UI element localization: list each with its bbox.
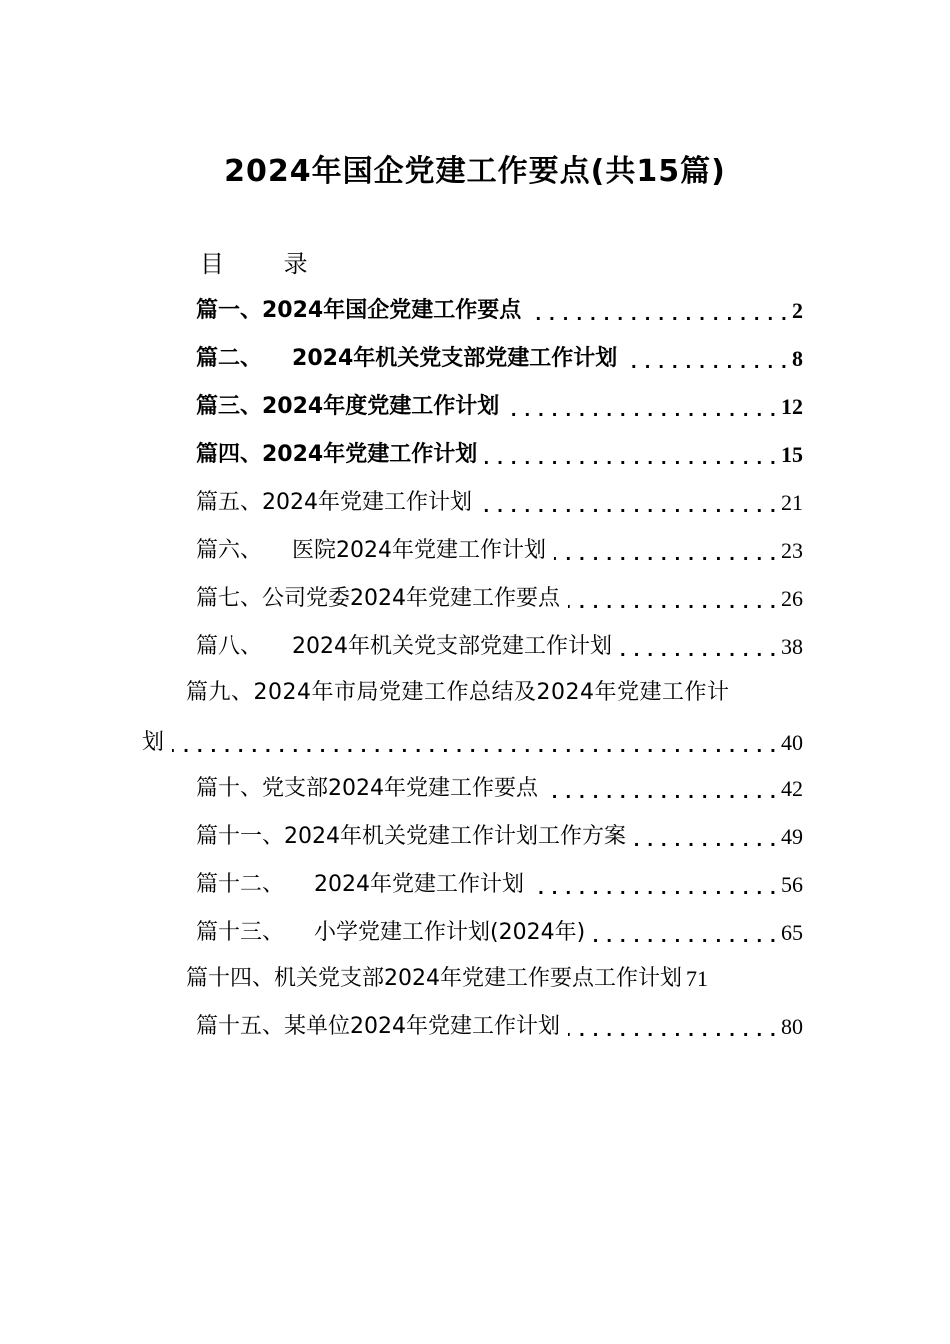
toc-entry-label-wrap	[196, 870, 524, 900]
toc-page-number: 49	[781, 824, 803, 849]
toc-entry-14[interactable]	[186, 960, 806, 994]
toc-entry-label: 篇五、2024年党建工作计划	[196, 490, 472, 515]
toc-page-number: 71	[686, 966, 708, 991]
toc-entry-9-line1[interactable]: 篇九、2024年市局党建工作总结及2024年党建工作计	[186, 680, 730, 705]
toc-entry-label-wrap	[196, 918, 585, 948]
toc-page-number: 12	[781, 394, 803, 419]
toc-entry-label: 篇四、2024年党建工作计划	[196, 442, 478, 467]
toc-leader-dots	[529, 296, 788, 326]
toc-entry-label: 篇三、2024年度党建工作计划	[196, 394, 500, 419]
toc-entry-number: 篇八、	[196, 634, 263, 659]
toc-leader-dots	[532, 870, 777, 900]
toc-page-number: 38	[781, 634, 803, 659]
toc-entry-6[interactable]	[196, 532, 803, 566]
toc-entry-4[interactable]	[196, 436, 803, 470]
toc-entry-label: 医院2024年党建工作计划	[292, 538, 547, 563]
toc-entry-label: 2024年机关党支部党建工作计划	[292, 346, 618, 371]
toc-leader-dots	[172, 728, 777, 758]
toc-entry-2[interactable]	[196, 340, 803, 374]
toc-page-number: 2	[792, 298, 803, 323]
toc-entry-1[interactable]	[196, 292, 803, 326]
toc-entry-10[interactable]	[196, 770, 803, 804]
toc-page-number: 15	[781, 442, 803, 467]
toc-entry-label: 篇七、公司党委2024年党建工作要点	[196, 586, 560, 611]
toc-entry-9-line2[interactable]	[142, 724, 803, 758]
toc-leader-dots	[568, 584, 777, 614]
toc-entry-label: 2024年党建工作计划	[314, 872, 525, 897]
toc-entry-13[interactable]	[196, 914, 803, 948]
toc-leader-dots	[507, 392, 777, 422]
toc-leader-dots	[546, 774, 777, 804]
toc-page-number: 56	[781, 872, 803, 897]
toc-page-number: 42	[781, 776, 803, 801]
toc-entry-15[interactable]	[196, 1008, 803, 1042]
toc-entry-label: 篇十一、2024年机关党建工作计划工作方案	[196, 824, 626, 849]
toc-leader-dots	[634, 822, 777, 852]
toc-leader-dots	[625, 344, 788, 374]
toc-entry-number: 篇十三、	[196, 920, 285, 945]
toc-leader-dots	[480, 488, 777, 518]
toc-page-number: 8	[792, 346, 803, 371]
toc-leader-dots	[485, 440, 777, 470]
toc-entry-label-wrap	[196, 344, 617, 374]
toc-entry-8[interactable]	[196, 628, 803, 662]
toc-entry-label: 篇一、2024年国企党建工作要点	[196, 298, 522, 323]
toc-entry-7[interactable]	[196, 580, 803, 614]
toc-page-number: 23	[781, 538, 803, 563]
page-title: 2024年国企党建工作要点(共15篇)	[224, 154, 726, 189]
toc-entry-number: 篇六、	[196, 538, 263, 563]
toc-entry-3[interactable]	[196, 388, 803, 422]
toc-page-number: 40	[781, 730, 803, 755]
toc-leader-dots	[568, 1012, 777, 1042]
toc-heading: 目 录	[200, 250, 334, 278]
toc-entry-5[interactable]	[196, 484, 803, 518]
toc-entry-label: 篇十四、机关党支部2024年党建工作要点工作计划	[186, 966, 682, 991]
toc-page-number: 21	[781, 490, 803, 515]
toc-entry-label: 篇十五、某单位2024年党建工作计划	[196, 1014, 560, 1039]
toc-page-number: 26	[781, 586, 803, 611]
toc-page-number: 65	[781, 920, 803, 945]
toc-entry-label: 小学党建工作计划(2024年)	[314, 920, 586, 945]
toc-entry-12[interactable]	[196, 866, 803, 900]
toc-entry-number: 篇十二、	[196, 872, 285, 897]
toc-entry-11[interactable]	[196, 818, 803, 852]
toc-entry-label-wrap	[196, 536, 546, 566]
toc-entry-number: 篇二、	[196, 346, 263, 371]
toc-entry-label: 篇十、党支部2024年党建工作要点	[196, 776, 538, 801]
toc-entry-label-wrap	[196, 632, 612, 662]
toc-leader-dots	[620, 632, 777, 662]
toc-leader-dots	[554, 536, 777, 566]
toc-entry-label: 划	[142, 730, 165, 755]
toc-page-number: 80	[781, 1014, 803, 1039]
toc-leader-dots	[593, 918, 777, 948]
toc-entry-label: 2024年机关党支部党建工作计划	[292, 634, 613, 659]
